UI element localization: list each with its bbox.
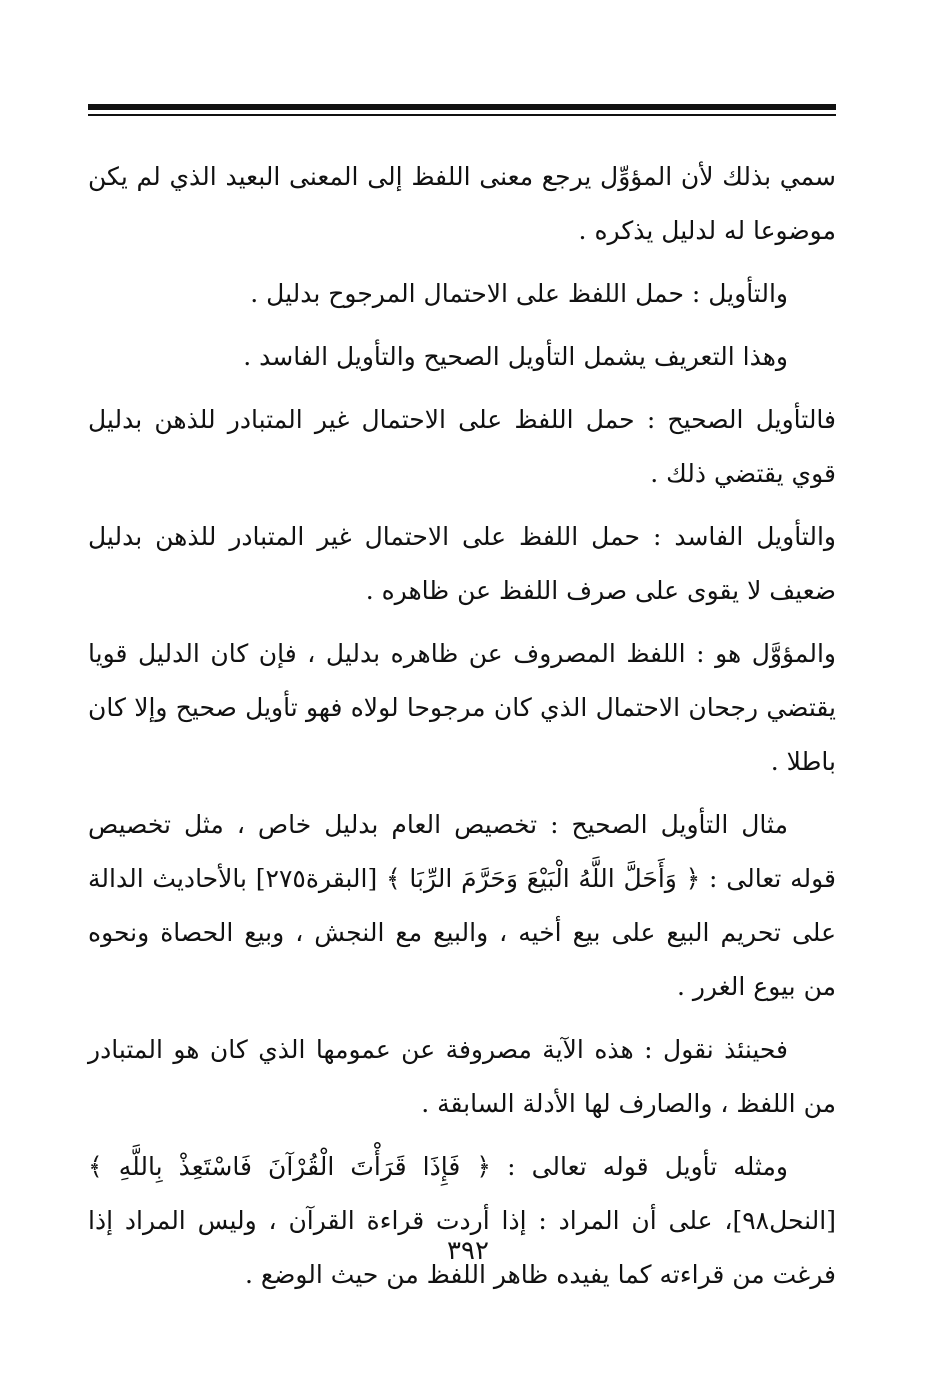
header-rule-thick <box>88 104 836 110</box>
page-number: ٣٩٢ <box>447 1236 489 1266</box>
paragraph-6: والمؤوَّل هو : اللفظ المصروف عن ظاهره بدليل ، فإن كان الدليل قويا يقتضي رجحان الاحتمال الذي كان مرجوحا لولاه فهو تأويل صحيح وإلا كان باطلا . <box>88 639 836 776</box>
paragraph-3: وهذا التعريف يشمل التأويل الصحيح والتأويل الفاسد . <box>243 342 788 371</box>
paragraph-2: والتأويل : حمل اللفظ على الاحتمال المرجوح بدليل . <box>250 279 788 308</box>
header-rule-thin <box>88 114 836 116</box>
paragraph-1: سمي بذلك لأن المؤوِّل يرجع معنى اللفظ إلى المعنى البعيد الذي لم يكن موضوعا له لدليل يذكره . <box>88 162 836 245</box>
paragraph-8: فحينئذ نقول : هذه الآية مصروفة عن عمومها الذي كان هو المتبادر من اللفظ ، والصارف لها الأدلة السابقة . <box>88 1035 836 1118</box>
paragraph-7: مثال التأويل الصحيح : تخصيص العام بدليل خاص ، مثل تخصيص قوله تعالى : ﴿ وَأَحَلَّ اللَّهُ الْبَيْعَ وَحَرَّمَ الرِّبَا ﴾ [البقرة٢٧٥] بالأحاديث الدالة على تحريم البيع على بيع أخيه ، والبيع مع النجش ، وبيع الحصاة ونحوه من بيوع الغرر . <box>88 810 837 1001</box>
paragraph-5: والتأويل الفاسد : حمل اللفظ على الاحتمال غير المتبادر للذهن بدليل ضعيف لا يقوى على صرف اللفظ عن ظاهره . <box>88 522 836 605</box>
paragraph-4: فالتأويل الصحيح : حمل اللفظ على الاحتمال غير المتبادر للذهن بدليل قوي يقتضي ذلك . <box>88 405 836 488</box>
page-body <box>88 150 836 1311</box>
paragraph-9: ومثله تأويل قوله تعالى : ﴿ فَإِذَا قَرَأْتَ الْقُرْآنَ فَاسْتَعِذْ بِاللَّهِ ﴾ [النحل٩٨]، على أن المراد : إذا أردت قراءة القرآن ، وليس المراد إذا فرغت من قراءته كما يفيده ظاهر اللفظ من حيث الوضع . <box>88 1152 836 1289</box>
